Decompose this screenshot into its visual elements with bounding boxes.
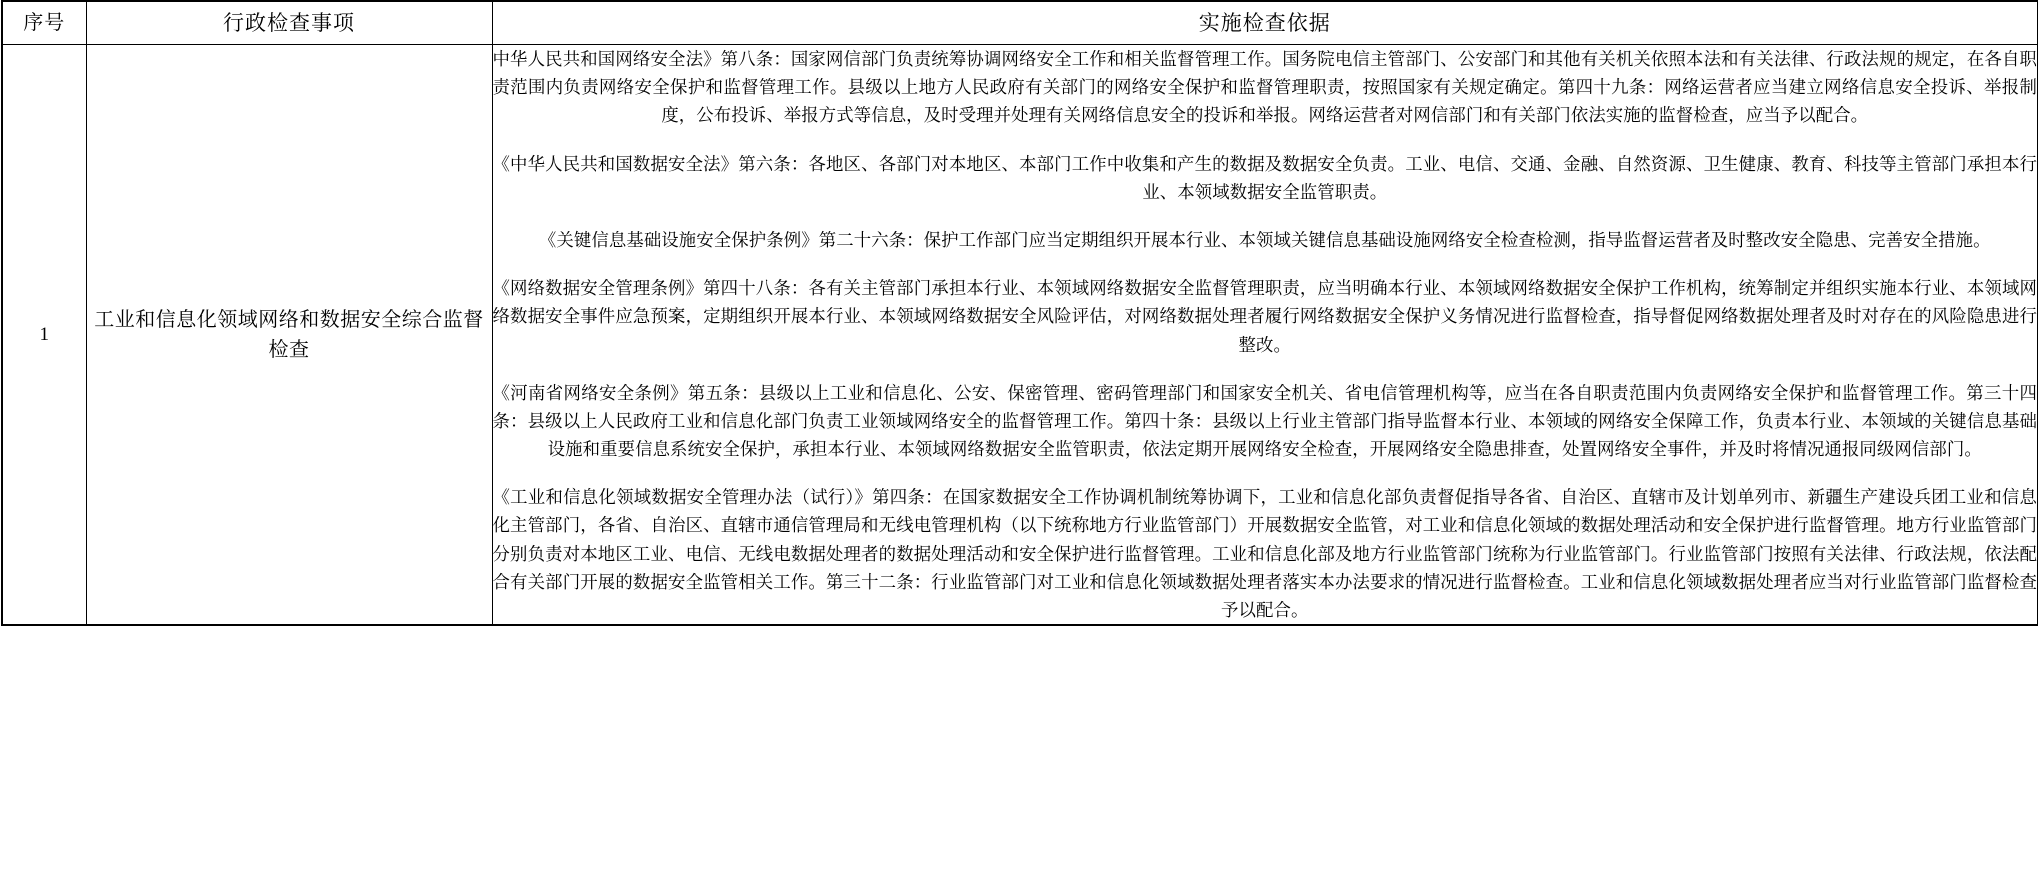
legal-basis-paragraph: 《河南省网络安全条例》第五条：县级以上工业和信息化、公安、保密管理、密码管理部门和国家安全机关、省电信管理机构等，应当在各自职责范围内负责网络安全保护和监督管理工作。第三十四条：县级以上人民政府工业和信息化部门负责工业领域网络安全的监督管理工作。第四十条：县级以上行业主管部门指导监督本行业、本领域的网络安全保障工作，负责本行业、本领域的关键信息基础设施和重要信息系统安全保护，承担本行业、本领域网络数据安全监管职责，依法定期开展网络安全检查，开展网络安全隐患排查，处置网络安全事件，并及时将情况通报同级网信部门。 bbox=[492, 382, 2037, 460]
column-header-legal-basis: 实施检查依据 bbox=[492, 1, 2038, 45]
legal-basis-paragraph: 《中华人民共和国数据安全法》第六条：各地区、各部门对本地区、本部门工作中收集和产生的数据及数据安全负责。工业、电信、交通、金融、自然资源、卫生健康、教育、科技等主管部门承担本行业、本领域数据安全监管职责。 bbox=[492, 153, 2037, 202]
table-header-row bbox=[2, 1, 2038, 45]
column-header-inspection-item: 行政检查事项 bbox=[86, 1, 492, 45]
cell-inspection-item: 工业和信息化领域网络和数据安全综合监督检查 bbox=[86, 45, 492, 626]
column-header-serial-number: 序号 bbox=[2, 1, 86, 45]
legal-basis-paragraph: 《工业和信息化领域数据安全管理办法（试行）》第四条：在国家数据安全工作协调机制统筹协调下，工业和信息化部负责督促指导各省、自治区、直辖市及计划单列市、新疆生产建设兵团工业和信息化主管部门，各省、自治区、直辖市通信管理局和无线电管理机构（以下统称地方行业监管部门）开展数据安全监管，对工业和信息化领域的数据处理活动和安全保护进行监督管理。地方行业监管部门分别负责对本地区工业、电信、无线电数据处理者的数据处理活动和安全保护进行监督管理。工业和信息化部及地方行业监管部门统称为行业监管部门。行业监管部门按照有关法律、行政法规，依法配合有关部门开展的数据安全监管相关工作。第三十二条：行业监管部门对工业和信息化领域数据处理者落实本办法要求的情况进行监督检查。工业和信息化领域数据处理者应当对行业监管部门监督检查予以配合。 bbox=[492, 487, 2037, 620]
legal-basis-paragraph-list bbox=[493, 45, 2038, 624]
administrative-inspection-table bbox=[1, 0, 2038, 626]
legal-basis-paragraph: 《关键信息基础设施安全保护条例》第二十六条：保护工作部门应当定期组织开展本行业、本领域关键信息基础设施网络安全检查检测，指导监督运营者及时整改安全隐患、完善安全措施。 bbox=[538, 229, 1991, 250]
cell-legal-basis bbox=[492, 45, 2038, 626]
table-body bbox=[2, 45, 2038, 626]
table-header bbox=[2, 1, 2038, 45]
table-row bbox=[2, 45, 2038, 626]
legal-basis-paragraph: 中华人民共和国网络安全法》第八条：国家网信部门负责统筹协调网络安全工作和相关监督管理工作。国务院电信主管部门、公安部门和其他有关机关依照本法和有关法律、行政法规的规定，在各自职责范围内负责网络安全保护和监督管理工作。县级以上地方人民政府有关部门的网络安全保护和监督管理职责，按照国家有关规定确定。第四十九条：网络运营者应当建立网络信息安全投诉、举报制度，公布投诉、举报方式等信息，及时受理并处理有关网络信息安全的投诉和举报。网络运营者对网信部门和有关部门依法实施的监督检查，应当予以配合。 bbox=[492, 49, 2037, 126]
legal-basis-paragraph: 《网络数据安全管理条例》第四十八条：各有关主管部门承担本行业、本领域网络数据安全监督管理职责，应当明确本行业、本领域网络数据安全保护工作机构，统筹制定并组织实施本行业、本领域网络数据安全事件应急预案，定期组织开展本行业、本领域网络数据安全风险评估，对网络数据处理者履行网络数据安全保护义务情况进行监督检查，指导督促网络数据处理者及时对存在的风险隐患进行整改。 bbox=[492, 278, 2037, 355]
cell-serial-number: 1 bbox=[2, 45, 86, 626]
